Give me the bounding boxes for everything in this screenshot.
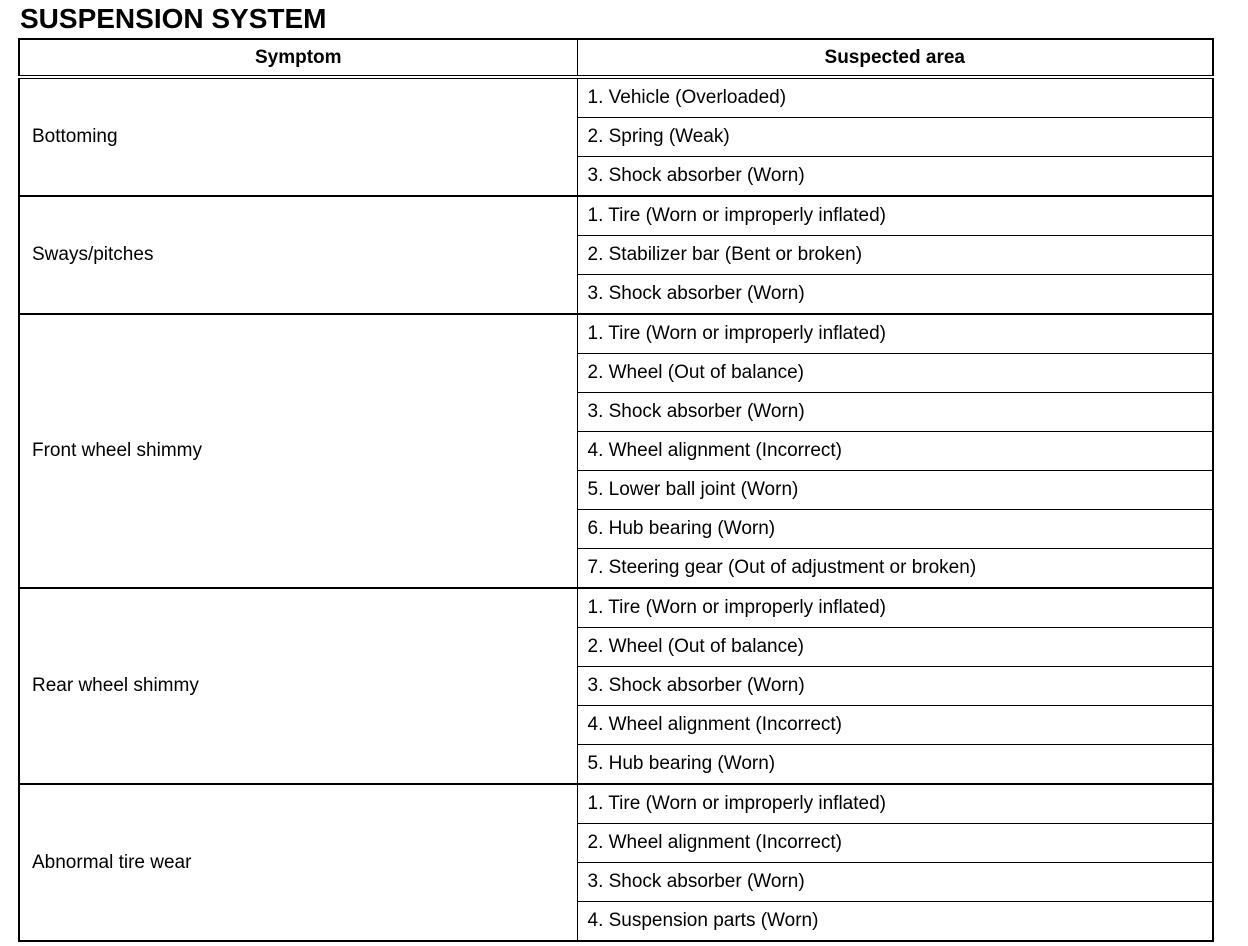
table-row (19, 196, 1213, 236)
symptom-cell: Bottoming (19, 77, 577, 196)
suspected-area-cell: 6. Hub bearing (Worn) (577, 510, 1213, 549)
suspected-area-cell: 2. Wheel (Out of balance) (577, 354, 1213, 393)
suspected-area-cell: 1. Tire (Worn or improperly inflated) (577, 314, 1213, 354)
troubleshooting-table (18, 38, 1214, 942)
suspected-area-cell: 3. Shock absorber (Worn) (577, 667, 1213, 706)
suspected-area-cell: 1. Tire (Worn or improperly inflated) (577, 588, 1213, 628)
suspected-area-cell: 3. Shock absorber (Worn) (577, 863, 1213, 902)
suspected-area-cell: 2. Wheel alignment (Incorrect) (577, 824, 1213, 863)
symptom-cell: Sways/pitches (19, 196, 577, 314)
suspected-area-cell: 2. Wheel (Out of balance) (577, 628, 1213, 667)
table-header (19, 39, 1213, 77)
table-row (19, 784, 1213, 824)
page-title: SUSPENSION SYSTEM (20, 3, 327, 34)
table-row (19, 314, 1213, 354)
suspected-area-cell: 3. Shock absorber (Worn) (577, 275, 1213, 315)
suspected-area-cell: 4. Suspension parts (Worn) (577, 902, 1213, 942)
suspected-area-cell: 1. Tire (Worn or improperly inflated) (577, 784, 1213, 824)
suspected-area-cell: 7. Steering gear (Out of adjustment or broken) (577, 549, 1213, 589)
symptom-cell: Abnormal tire wear (19, 784, 577, 941)
header-row (19, 39, 1213, 77)
table-row (19, 588, 1213, 628)
suspected-area-cell: 2. Spring (Weak) (577, 118, 1213, 157)
suspected-area-cell: 3. Shock absorber (Worn) (577, 157, 1213, 197)
suspected-area-cell: 5. Lower ball joint (Worn) (577, 471, 1213, 510)
symptom-cell: Front wheel shimmy (19, 314, 577, 588)
suspected-area-cell: 3. Shock absorber (Worn) (577, 393, 1213, 432)
suspected-area-cell: 1. Vehicle (Overloaded) (577, 77, 1213, 118)
suspected-area-cell: 5. Hub bearing (Worn) (577, 745, 1213, 785)
table-body (19, 77, 1213, 941)
suspected-area-cell: 4. Wheel alignment (Incorrect) (577, 706, 1213, 745)
suspected-area-cell: 2. Stabilizer bar (Bent or broken) (577, 236, 1213, 275)
symptom-column-header: Symptom (19, 39, 577, 77)
suspected-area-column-header: Suspected area (577, 39, 1213, 77)
symptom-cell: Rear wheel shimmy (19, 588, 577, 784)
table-row (19, 77, 1213, 118)
suspected-area-cell: 4. Wheel alignment (Incorrect) (577, 432, 1213, 471)
suspected-area-cell: 1. Tire (Worn or improperly inflated) (577, 196, 1213, 236)
